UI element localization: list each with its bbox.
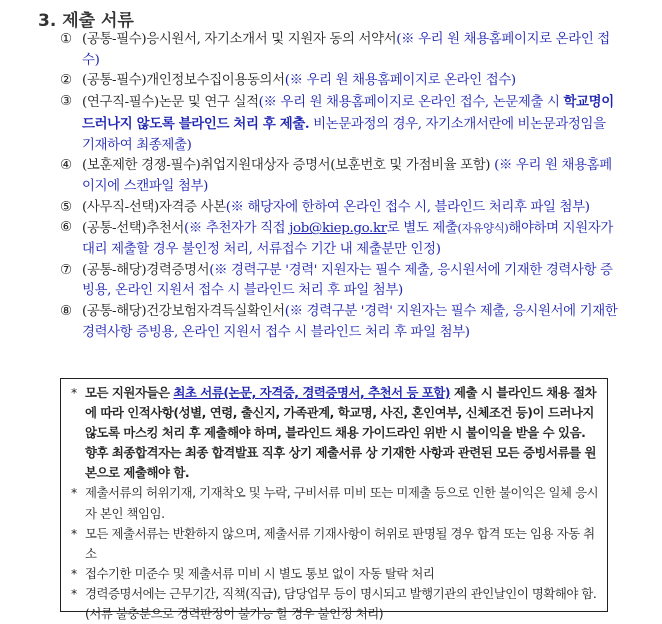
- document-item: [60, 261, 620, 302]
- document-item: [60, 302, 620, 343]
- section-heading: 3. 제출 서류: [38, 11, 134, 31]
- document-item: [60, 198, 620, 219]
- text-segment: (※ 우리 원 채용홈페이지로 온라인 접수): [284, 73, 516, 89]
- document-item: [60, 30, 620, 71]
- bullet-star: *: [71, 585, 77, 601]
- notice-item: [71, 383, 599, 483]
- text-segment: 최초 서류(논문, 자격증, 경력증명서, 추천서 등 포함): [173, 385, 451, 400]
- text-segment: (※ 우리 원 채용홈페이지에 스캔파일 첨부): [82, 158, 612, 194]
- item-number: ④: [60, 158, 72, 174]
- text-segment: 학교명이 드러나지 않도록 블라인드 처리 후 제출.: [82, 94, 614, 132]
- notice-item: [71, 564, 599, 584]
- text-segment: 비논문과정의 경우, 자기소개서란에 비논문과정임을 기재하여 최종제출): [82, 116, 606, 153]
- document-item: [60, 218, 620, 260]
- text-segment: (※ 해당자에 한하여 온라인 접수 시, 블라인드 처리후 파일 첨부): [225, 199, 590, 215]
- text-segment: (※ 추천자가 직접: [184, 221, 290, 237]
- text-segment: (※ 경력구분 '경력' 지원자는 필수 제출, 응시원서에 기재한 경력사항 증빙용, 온라인 지원서 접수 시 블라인드 처리 후 파일 첨부): [82, 262, 613, 299]
- notice-item: [71, 524, 599, 564]
- text-segment: (사무직-선택)자격증 사본: [82, 199, 226, 215]
- notice-item: [71, 483, 599, 523]
- notice-box: [60, 378, 608, 622]
- notice-item: [71, 584, 599, 624]
- text-segment: 경력증명서에는 근무기간, 직책(직급), 담당업무 등이 명시되고 발행기관의 관인날인이 명확해야 함. (서류 불충분으로 경력판정이 불가능 할 경우 불인정 처리): [85, 585, 597, 622]
- text-segment: (공통-선택)추천서: [82, 221, 185, 237]
- item-number: ②: [60, 73, 72, 89]
- text-segment: (자유양식): [457, 221, 509, 236]
- email-link[interactable]: job@kiep.go.kr: [289, 221, 387, 237]
- bullet-star: *: [71, 485, 77, 501]
- item-number: ③: [60, 94, 72, 110]
- item-number: ⑦: [60, 262, 72, 278]
- text-segment: 로 별도 제출: [386, 221, 458, 237]
- submission-document-list: [60, 30, 620, 344]
- text-segment: (공통-필수)개인정보수집이용동의서: [82, 73, 285, 89]
- text-segment: 접수기한 미준수 및 제출서류 미비 시 별도 통보 없이 자동 탈락 처리: [85, 565, 435, 581]
- item-number: ⑤: [60, 199, 72, 215]
- document-item: [60, 92, 620, 156]
- text-segment: (공통-필수)응시원서, 자기소개서 및 지원자 동의 서약서: [82, 32, 397, 47]
- item-number: ①: [60, 32, 72, 47]
- text-segment: 제출서류의 허위기재, 기재착오 및 누락, 구비서류 미비 또는 미제출 등으로 인한 불이익은 일체 응시자 본인 책임임.: [85, 485, 599, 521]
- text-segment: 모든 지원자들은: [85, 385, 174, 400]
- text-segment: 제출 시 블라인드 채용 절차에 따라 인적사항(성별, 연령, 출신지, 가족관계, 학교명, 사진, 혼인여부, 신체조건 등)이 드러나지 않도록 마스킹 처리 후 제출해야 하며, 블라인드 채용 가이드라인 위반 시 불이익을 받을 수 있음. 향후 최종합격자는 최종 합격발표 직후 상기 제출서류 상 기재한 사항과 관련된 모든 증빙서류를 원본으로 제출해야 함.: [85, 385, 597, 481]
- item-number: ⑥: [60, 220, 72, 236]
- text-segment: 모든 제출서류는 반환하지 않으며, 제출서류 기재사항이 허위로 판명될 경우 합격 또는 임용 자동 취소: [85, 525, 595, 561]
- text-segment: (※ 우리 원 채용홈페이지로 온라인 접수): [82, 32, 610, 68]
- text-segment: (연구직-필수)논문 및 연구 실적: [82, 95, 259, 111]
- bullet-star: *: [71, 565, 77, 581]
- document-item: [60, 156, 620, 197]
- bullet-star: *: [71, 385, 77, 400]
- text-segment: 해야하며 지원자가 대리 제출할 경우 불인정 처리, 서류접수 기간 내 제출분만 인정): [82, 221, 613, 258]
- document-item: [60, 71, 620, 92]
- text-segment: (※ 우리 원 채용홈페이지로 온라인 접수, 논문제출 시: [258, 95, 564, 111]
- text-segment: (※ 경력구분 '경력' 지원자는 필수 제출, 응시원서에 기재한 경력사항 증빙용, 온라인 지원서 접수 시 블라인드 처리 후 파일 첨부): [82, 304, 618, 340]
- text-segment: (보훈제한 경쟁-필수)취업지원대상자 증명서(보훈번호 및 가점비율 포함): [82, 158, 495, 174]
- item-number: ⑧: [60, 304, 72, 320]
- text-segment: (공통-해당)건강보험자격득실확인서: [82, 304, 285, 320]
- bullet-star: *: [71, 525, 77, 541]
- text-segment: (공통-해당)경력증명서: [82, 262, 210, 278]
